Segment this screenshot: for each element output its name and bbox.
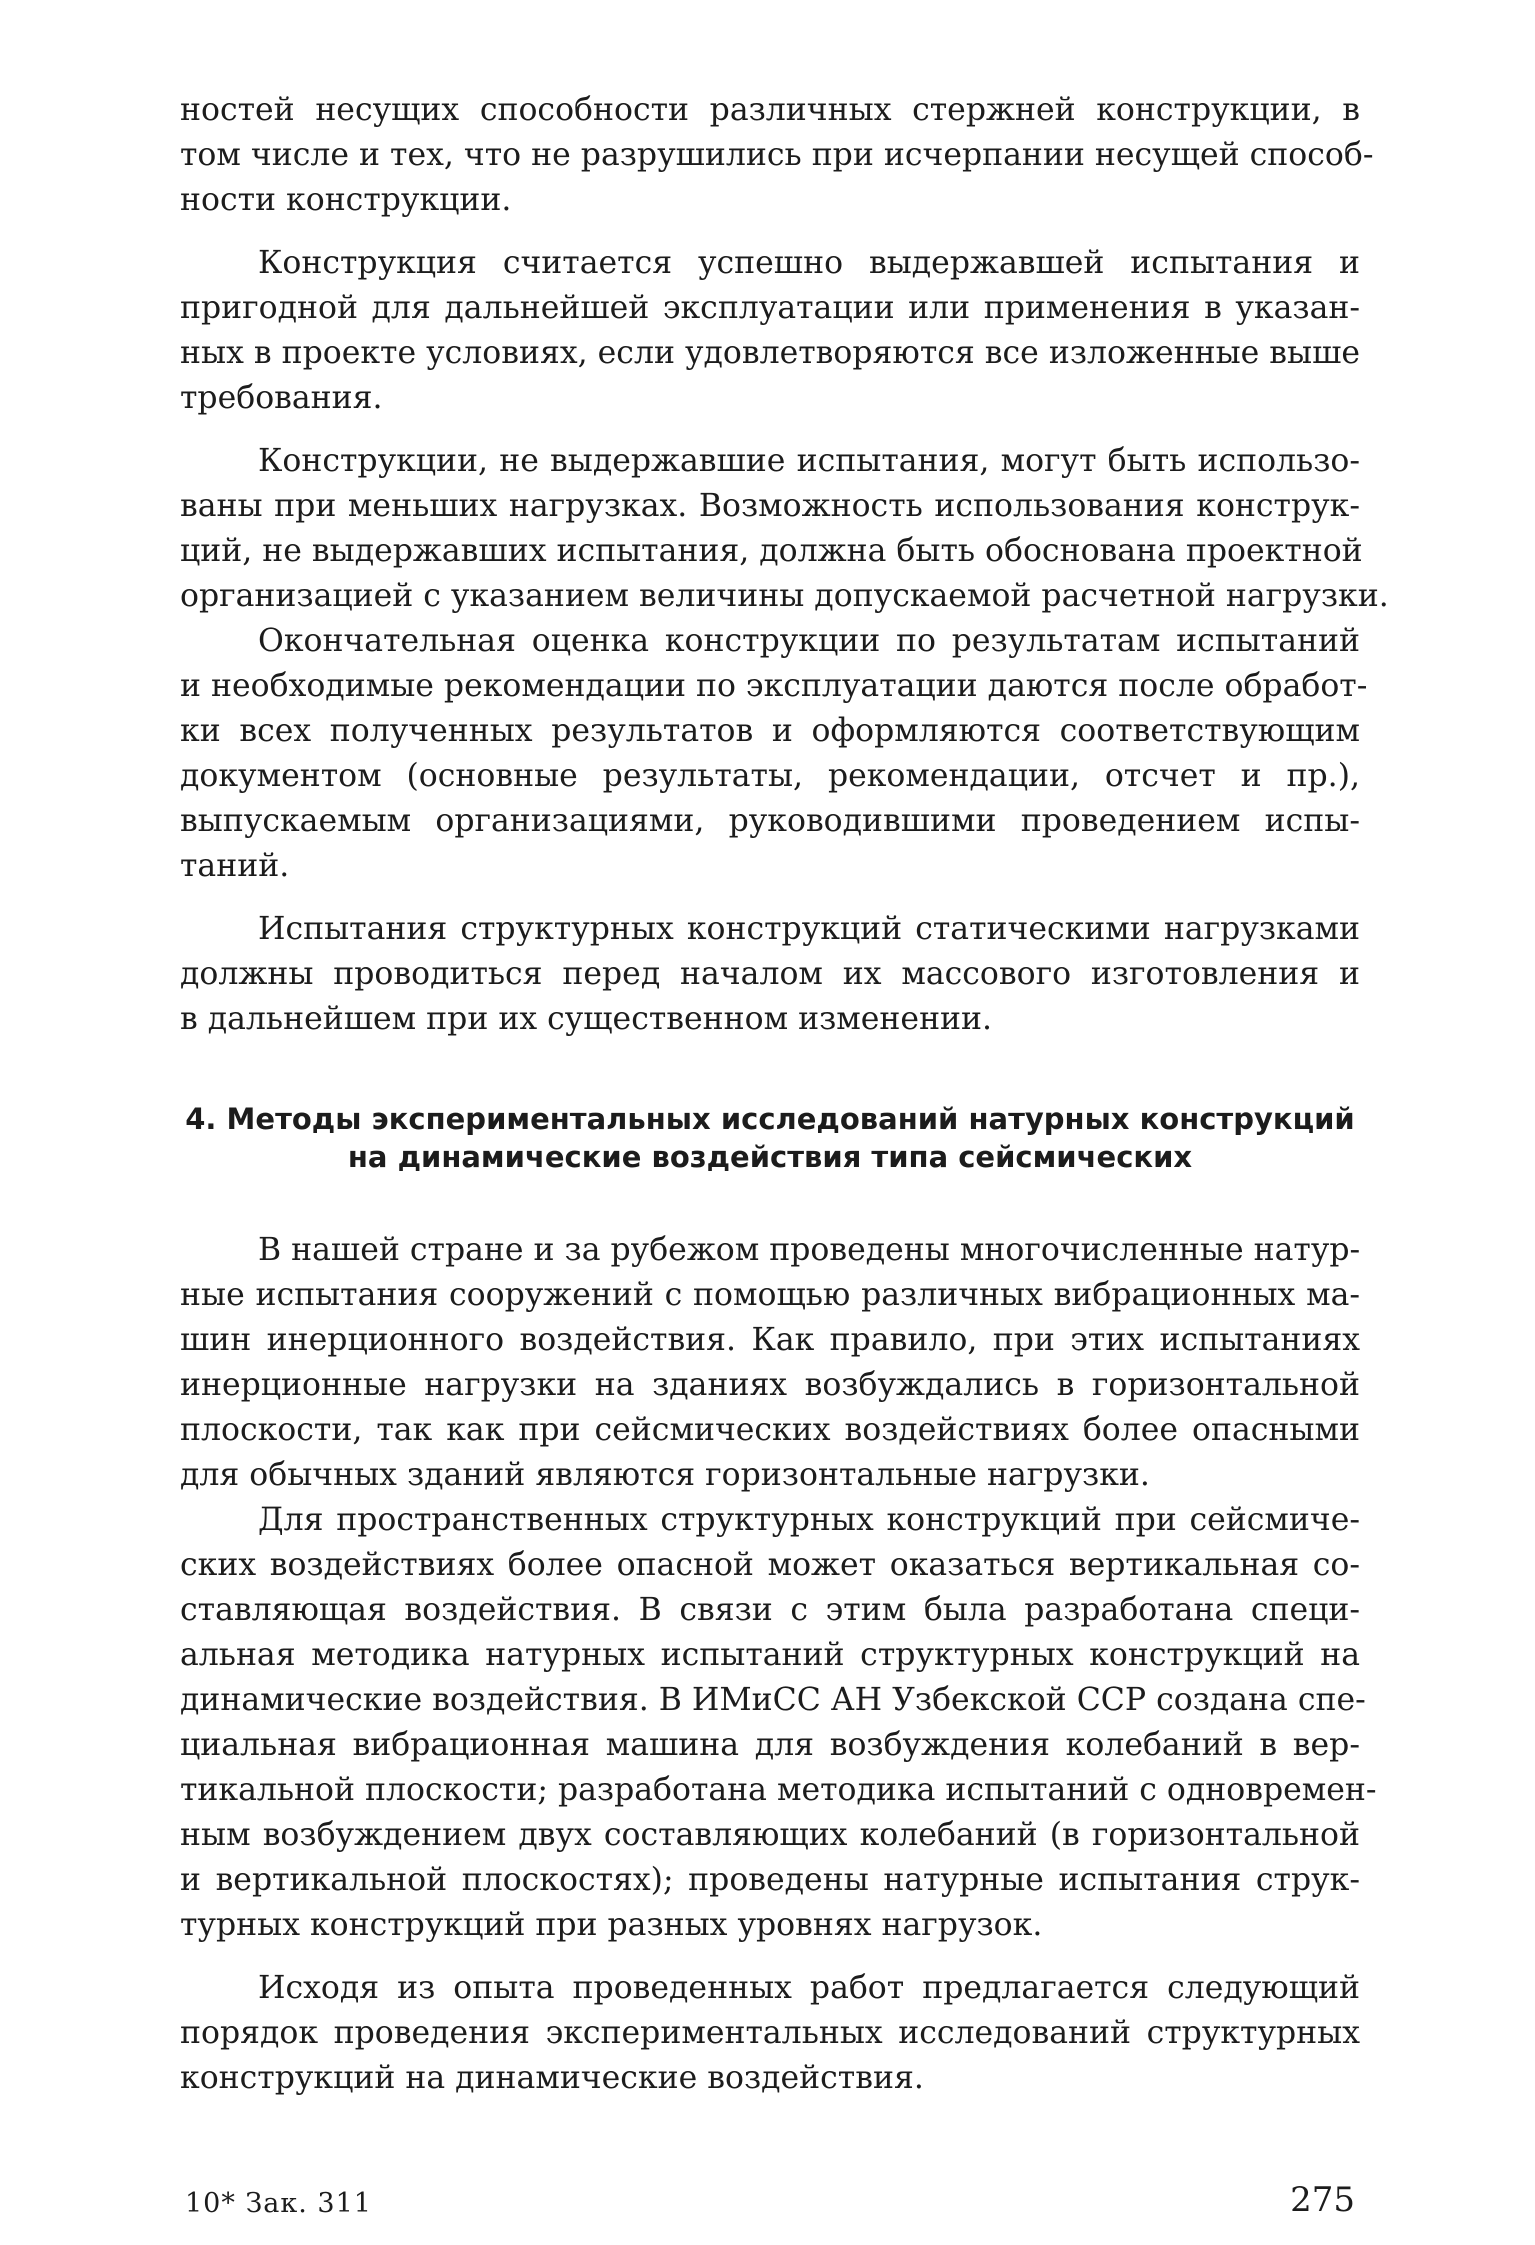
text-line: конструкций на динамические воздействия. [180,2060,924,2096]
text-line: требования. [180,380,383,416]
page-body [180,88,1389,2101]
heading-line-1: 4. Методы экспериментальных исследований натурных конструкций [185,1102,1355,1136]
text-line: Окончательная оценка конструкции по результатам испытаний [258,623,1360,659]
text-line: ным возбуждением двух составляющих колебаний (в горизонтальной [180,1817,1360,1853]
paragraph-field-tests [180,1228,1360,1498]
text-line: ностей несущих способности различных стержней конструкции, в [180,92,1360,128]
text-line: динамические воздействия. В ИМиСС АН Узбекской ССР создана спе- [180,1682,1366,1718]
page-number: 275 [1290,2180,1355,2220]
text-line: альная методика натурных испытаний структурных конструкций на [180,1637,1360,1673]
text-line: Конструкция считается успешно выдержавшей испытания и [258,245,1360,281]
paragraph-success-criteria [180,241,1360,421]
text-line: турных конструкций при разных уровнях нагрузок. [180,1907,1043,1943]
text-line: ки всех полученных результатов и оформляются соответствующим [180,713,1360,749]
paragraph-static-tests [180,907,1360,1042]
text-line: должны проводиться перед началом их массового изготовления и [180,956,1360,992]
printer-signature: 10* Зак. 311 [185,2188,372,2219]
heading-line-2: на динамические воздействия типа сейсмических [347,1140,1193,1174]
text-line: ные испытания сооружений с помощью различных вибрационных ма- [180,1277,1360,1313]
text-line: ности конструкции. [180,182,512,218]
text-line: ций, не выдержавших испытания, должна быть обоснована проектной [180,533,1363,569]
text-line: Исходя из опыта проведенных работ предлагается следующий [258,1970,1360,2006]
text-line: и вертикальной плоскостях); проведены натурные испытания струк- [180,1862,1360,1898]
text-line: в дальнейшем при их существенном изменении. [180,1001,993,1037]
text-line: шин инерционного воздействия. Как правило, при этих испытаниях [180,1322,1360,1358]
text-line: организацией с указанием величины допускаемой расчетной нагрузки. [180,578,1389,614]
paragraph-failed-structures [180,439,1389,619]
paragraph-continuation [180,88,1374,223]
text-line: циальная вибрационная машина для возбуждения колебаний в вер- [180,1727,1360,1763]
text-line: таний. [180,848,290,884]
paragraph-proposed-procedure [180,1966,1360,2101]
text-line: для обычных зданий являются горизонтальные нагрузки. [180,1457,1150,1493]
page-footer [185,2180,1355,2225]
paragraph-final-assessment [180,619,1368,889]
text-line: инерционные нагрузки на зданиях возбуждались в горизонтальной [180,1367,1360,1403]
text-line: тикальной плоскости; разработана методика испытаний с одновремен- [180,1772,1377,1808]
text-line: ских воздействиях более опасной может оказаться вертикальная со- [180,1547,1360,1583]
paragraph-spatial-structures [180,1498,1377,1948]
text-line: плоскости, так как при сейсмических воздействиях более опасными [180,1412,1360,1448]
text-line: и необходимые рекомендации по эксплуатации даются после обработ- [180,668,1368,704]
text-line: ставляющая воздействия. В связи с этим была разработана специ- [180,1592,1360,1628]
text-line: Для пространственных структурных конструкций при сейсмиче- [258,1502,1360,1538]
text-line: ваны при меньших нагрузках. Возможность использования конструк- [180,488,1360,524]
text-line: Испытания структурных конструкций статическими нагрузками [258,911,1360,947]
text-line: выпускаемым организациями, руководившими проведением испы- [180,803,1360,839]
section-heading [180,1100,1360,1176]
text-line: документом (основные результаты, рекомендации, отсчет и пр.), [180,758,1360,794]
text-line: пригодной для дальнейшей эксплуатации или применения в указан- [180,290,1360,326]
text-line: В нашей стране и за рубежом проведены многочисленные натур- [258,1232,1361,1268]
text-line: Конструкции, не выдержавшие испытания, могут быть использо- [258,443,1360,479]
text-line: том числе и тех, что не разрушились при исчерпании несущей способ- [180,137,1374,173]
text-line: ных в проекте условиях, если удовлетворяются все изложенные выше [180,335,1361,371]
text-line: порядок проведения экспериментальных исследований структурных [180,2015,1360,2051]
